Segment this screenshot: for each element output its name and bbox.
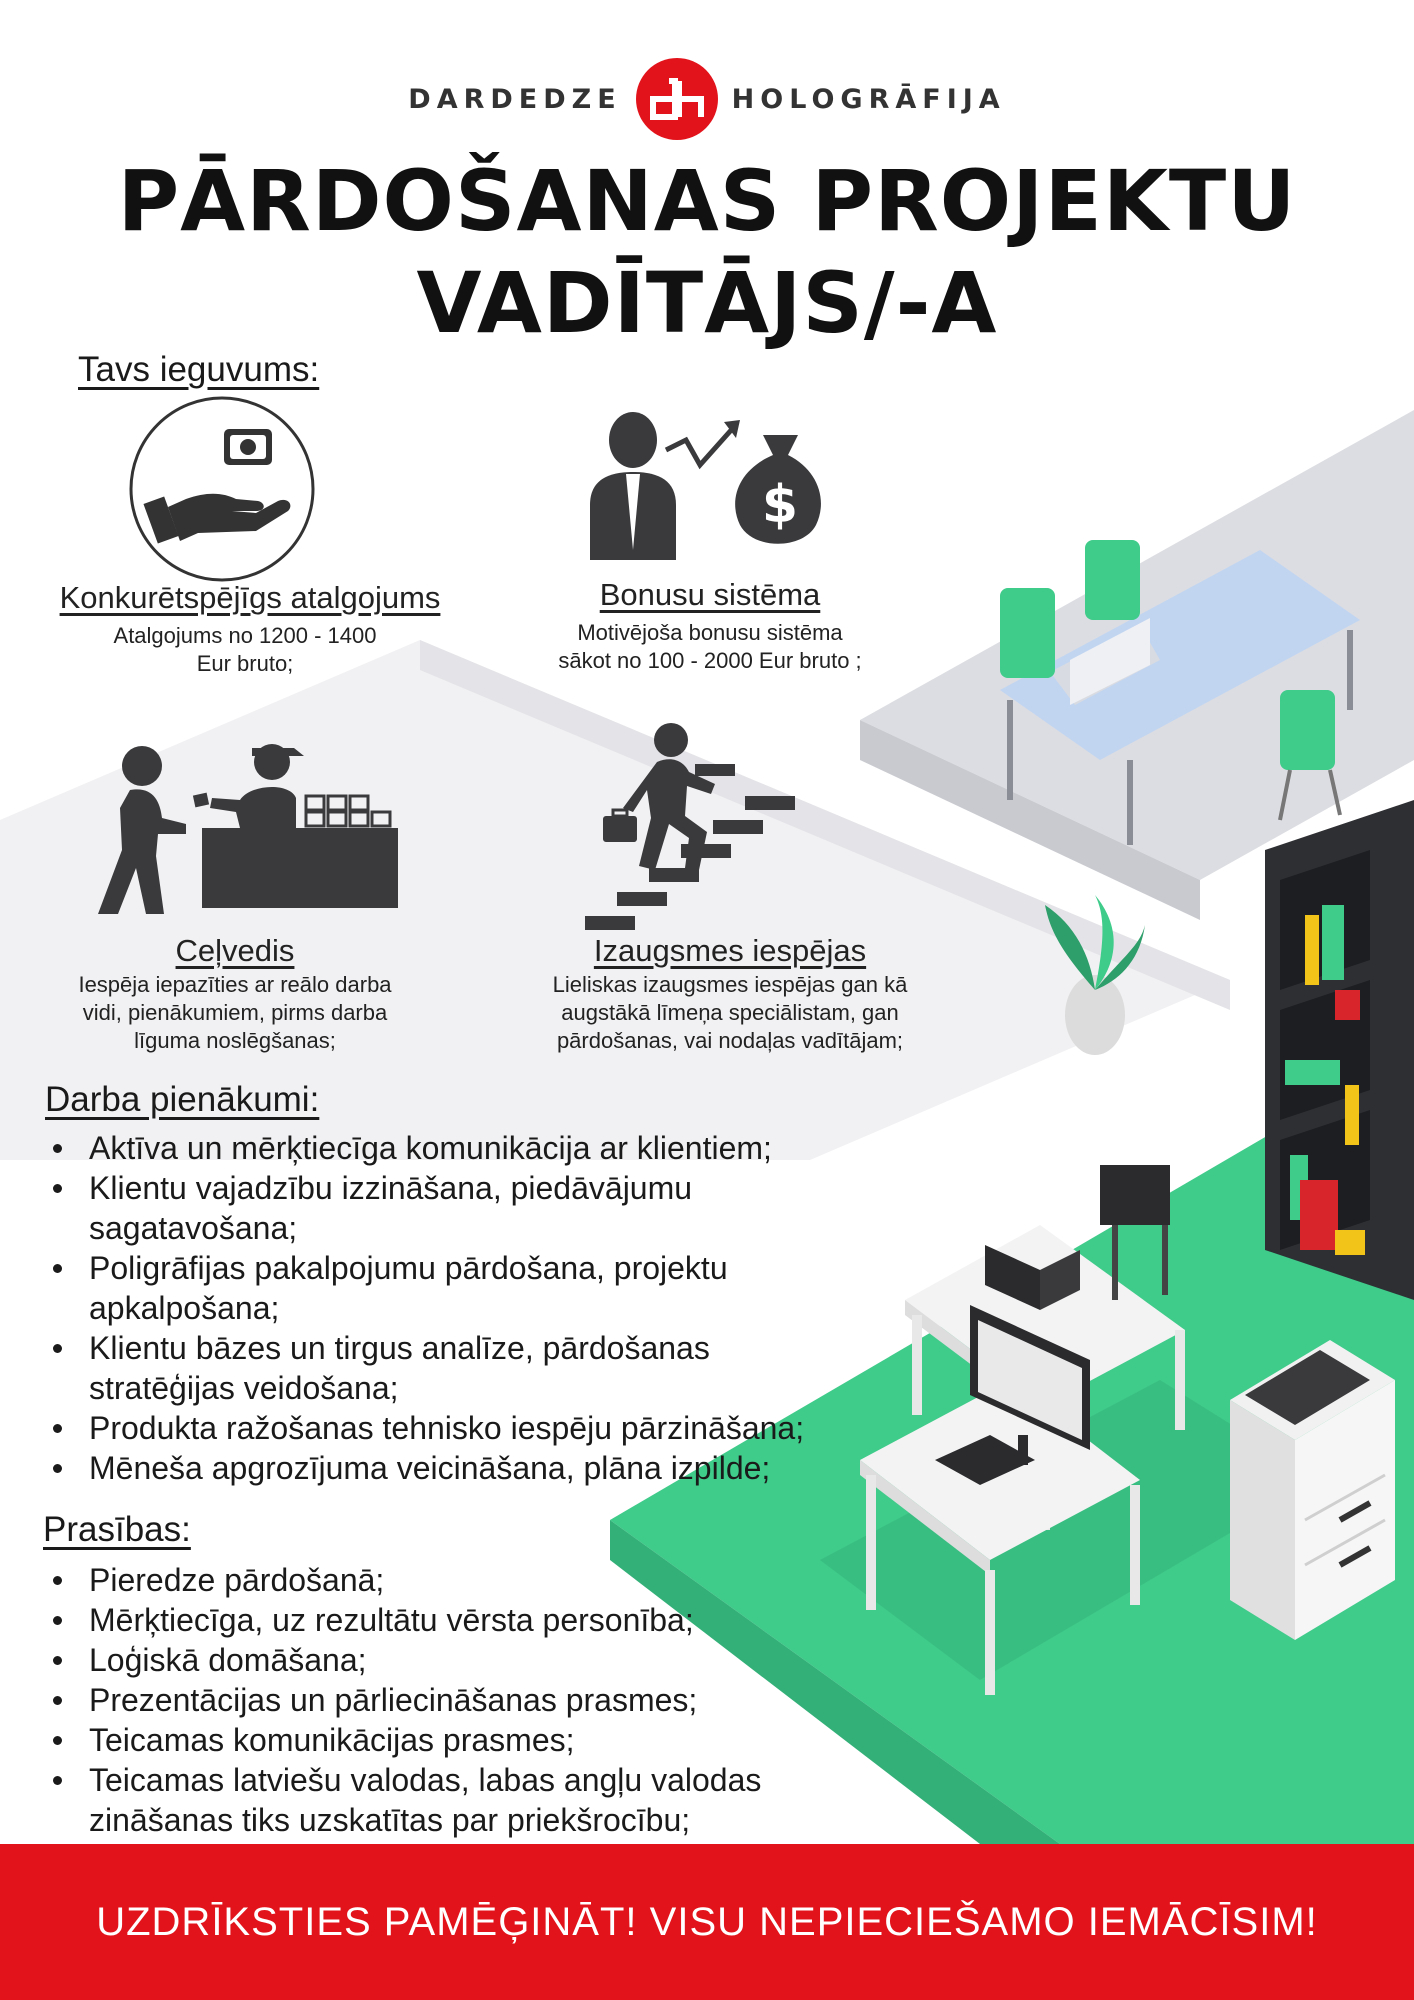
- list-item: Poligrāfijas pakalpojumu pārdošana, projektu apkalpošana;: [75, 1248, 879, 1328]
- benefit-guide-text-3: līguma noslēgšanas;: [134, 1028, 336, 1053]
- benefit-salary-text-2: Eur bruto;: [196, 651, 294, 676]
- footer-banner: [0, 1844, 1414, 2000]
- benefit-growth-text-2: augstākā līmeņa speciālistam, gan: [561, 1000, 899, 1025]
- list-item: Klientu bāzes un tirgus analīze, pārdošanas stratēģijas veidošana;: [75, 1328, 849, 1408]
- list-item: Aktīva un mērķtiecīga komunikācija ar klientiem;: [75, 1128, 885, 1168]
- list-item: Klientu vajadzību izzināšana, piedāvājumu sagatavošana;: [75, 1168, 809, 1248]
- hand-money-icon: [128, 395, 316, 583]
- company-logo: [0, 44, 1414, 154]
- benefit-guide-title: Ceļvedis: [175, 933, 295, 968]
- list-item: Prezentācijas un pārliecināšanas prasmes;: [75, 1680, 865, 1720]
- list-item: Produkta ražošanas tehnisko iespēju pārzināšana;: [75, 1408, 885, 1448]
- benefit-bonus-text-1: Motivējoša bonusu sistēma: [577, 620, 843, 645]
- list-item: Teicamas komunikācijas prasmes;: [75, 1720, 865, 1760]
- benefit-growth: [500, 933, 960, 1055]
- list-item: Mēneša apgrozījuma veicināšana, plāna izpilde;: [75, 1448, 885, 1488]
- benefits-heading: Tavs ieguvums:: [78, 350, 320, 389]
- benefit-growth-text-3: pārdošanas, vai nodaļas vadītājam;: [556, 1028, 904, 1053]
- list-item: Teicamas latviešu valodas, labas angļu valodas zināšanas tiks uzskatītas par priekšrocību;: [75, 1760, 865, 1840]
- bookshelf: [1265, 800, 1414, 1300]
- svg-text:$: $: [761, 475, 799, 535]
- growth-money-bag-icon: [588, 410, 833, 565]
- benefit-bonus-title: Bonusu sistēma: [599, 577, 821, 612]
- requirements-list: [45, 1560, 865, 1840]
- duties-heading: Darba pienākumi:: [45, 1080, 320, 1119]
- logo-word-left: DARDEDZE: [408, 83, 622, 115]
- logo-word-right: HOLOGRĀFIJA: [731, 83, 1006, 115]
- title-line-2: VADĪTĀJS/-A: [416, 254, 998, 352]
- guide-handshake-icon: [90, 738, 400, 918]
- stairs-climb-icon: [585, 720, 800, 935]
- benefit-salary: [40, 580, 460, 678]
- list-item: Pieredze pārdošanā;: [75, 1560, 865, 1600]
- title-line-1: PĀRDOŠANAS PROJEKTU: [117, 152, 1297, 250]
- benefit-salary-title: Konkurētspējīgs atalgojums: [59, 580, 441, 615]
- dh-monogram-icon: [649, 77, 705, 121]
- benefit-bonus: [500, 577, 920, 675]
- benefit-guide-text-1: Iespēja iepazīties ar reālo darba: [78, 972, 392, 997]
- list-item: Loģiskā domāšana;: [75, 1640, 865, 1680]
- banner-text: UZDRĪKSTIES PAMĒĢINĀT! VISU NEPIECIEŠAMO IEMĀCĪSIM!: [96, 1899, 1318, 1944]
- logo-mark: [636, 58, 718, 140]
- list-item: Mērķtiecīga, uz rezultātu vērsta personība;: [75, 1600, 865, 1640]
- page-title: [0, 150, 1414, 354]
- benefit-salary-text-1: Atalgojums no 1200 - 1400: [113, 623, 377, 648]
- duties-list: [45, 1128, 885, 1488]
- benefit-guide: [30, 933, 440, 1055]
- benefit-bonus-text-2: sākot no 100 - 2000 Eur bruto ;: [558, 648, 862, 673]
- benefit-growth-title: Izaugsmes iespējas: [593, 933, 867, 968]
- benefit-guide-text-2: vidi, pienākumiem, pirms darba: [82, 1000, 388, 1025]
- requirements-heading: Prasības:: [43, 1510, 191, 1549]
- benefit-growth-text-1: Lieliskas izaugsmes iespējas gan kā: [552, 972, 908, 997]
